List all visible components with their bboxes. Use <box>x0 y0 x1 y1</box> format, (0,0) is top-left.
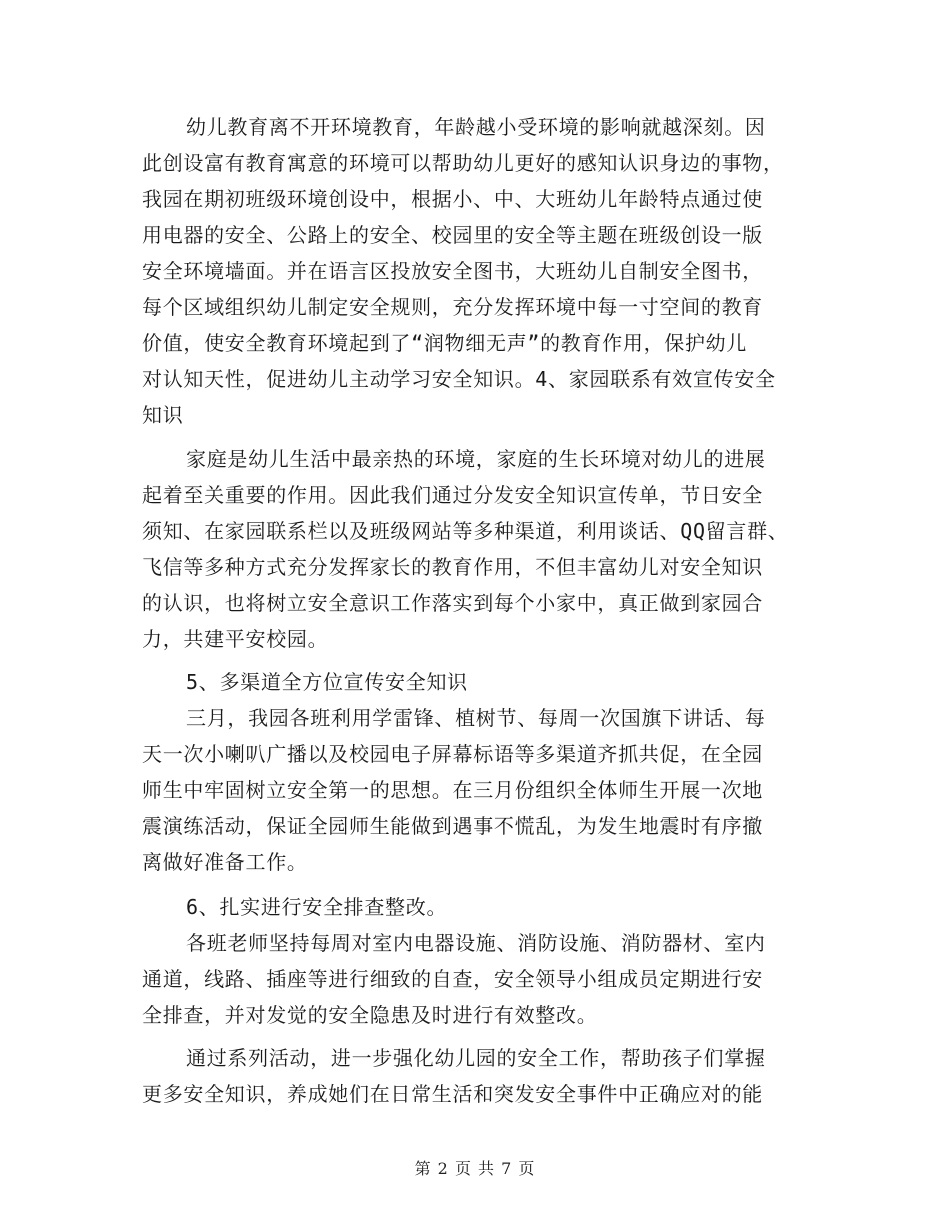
paragraph-line: 起着至关重要的作用。因此我们通过分发安全知识宣传单，节日安全 <box>142 483 763 507</box>
paragraph-line: 师生中牢固树立安全第一的思想。在三月份组织全体师生开展一次地 <box>142 778 763 802</box>
paragraph-line: 知识 <box>142 403 184 427</box>
paragraph-line: 须知、在家园联系栏以及班级网站等多种渠道，利用谈话、QQ留言群、 <box>142 519 789 543</box>
paragraph-line: 通道，线路、插座等进行细致的自查，安全领导小组成员定期进行安 <box>142 967 763 991</box>
paragraph-line: 离做好准备工作。 <box>142 850 308 874</box>
paragraph-line: 用电器的安全、公路上的安全、校园里的安全等主题在班级创设一版 <box>142 223 763 247</box>
paragraph-line: 震演练活动，保证全园师生能做到遇事不慌乱，为发生地震时有序撤 <box>142 814 763 838</box>
paragraph-line: 的认识，也将树立安全意识工作落实到每个小家中，真正做到家园合 <box>142 591 763 615</box>
paragraph-line: 幼儿教育离不开环境教育，年龄越小受环境的影响就越深刻。因 <box>186 115 766 139</box>
paragraph-line: 各班老师坚持每周对室内电器设施、消防设施、消防器材、室内 <box>186 931 766 955</box>
paragraph-line: 全排查，并对发觉的安全隐患及时进行有效整改。 <box>142 1003 598 1027</box>
paragraph-line: 此创设富有教育寓意的环境可以帮助幼儿更好的感知认识身边的事物， <box>142 151 784 175</box>
paragraph-line: 力，共建平安校园。 <box>142 627 329 651</box>
section-heading: 6、扎实进行安全排查整改。 <box>186 895 448 919</box>
paragraph-line: 更多安全知识，养成她们在日常生活和突发安全事件中正确应对的能 <box>142 1082 763 1106</box>
paragraph-line: 每个区域组织幼儿制定安全规则，充分发挥环境中每一寸空间的教育 <box>142 295 763 319</box>
page-number-footer: 第 2 页 共 7 页 <box>414 1159 536 1178</box>
section-heading: 5、多渠道全方位宣传安全知识 <box>186 670 468 694</box>
paragraph-line: 我园在期初班级环境创设中，根据小、中、大班幼儿年龄特点通过使 <box>142 187 763 211</box>
paragraph-line: 家庭是幼儿生活中最亲热的环境，家庭的生长环境对幼儿的进展 <box>186 447 766 471</box>
paragraph-line: 安全环境墙面。并在语言区投放安全图书，大班幼儿自制安全图书， <box>142 259 763 283</box>
paragraph-line: 飞信等多种方式充分发挥家长的教育作用，不但丰富幼儿对安全知识 <box>142 555 763 579</box>
paragraph-line: 对认知天性，促进幼儿主动学习安全知识。4、家园联系有效宣传安全 <box>142 367 776 391</box>
paragraph-line: 天一次小喇叭广播以及校园电子屏幕标语等多渠道齐抓共促，在全园 <box>142 742 763 766</box>
paragraph-line: 通过系列活动，进一步强化幼儿园的安全工作，帮助孩子们掌握 <box>186 1046 766 1070</box>
paragraph-line: 价值，使安全教育环境起到了“润物细无声”的教育作用，保护幼儿 <box>142 331 748 355</box>
paragraph-line: 三月，我园各班利用学雷锋、植树节、每周一次国旗下讲话、每 <box>186 706 766 730</box>
